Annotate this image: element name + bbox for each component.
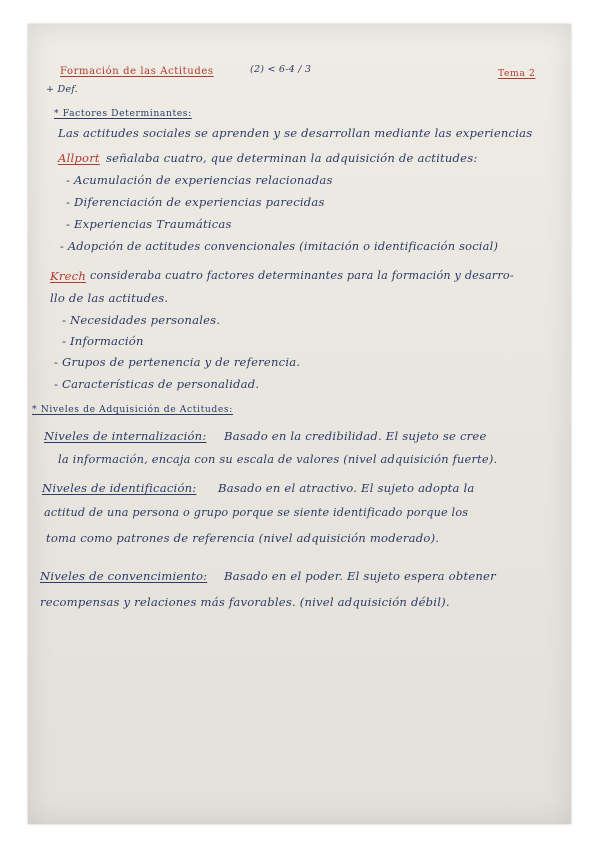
nivel-internalizacion-label: Niveles de internalización: (44, 429, 207, 443)
title-annotation: (2) < 6-4 / 3 (250, 64, 312, 75)
krech-text-2: llo de las actitudes. (50, 291, 169, 305)
nivel-identificacion-text-2: actitud de una persona o grupo porque se siente identificado porque los (44, 506, 469, 519)
list-item: - Experiencias Traumáticas (66, 217, 232, 231)
list-item: - Diferenciación de experiencias parecidas (66, 195, 325, 209)
nivel-identificacion-text: Basado en el atractivo. El sujeto adopta la (218, 481, 475, 495)
factores-intro: Las actitudes sociales se aprenden y se desarrollan mediante las experiencias (58, 126, 533, 140)
list-item: - Adopción de actitudes convencionales (imitación o identificación social) (60, 239, 499, 253)
nivel-identificacion-text-3: toma como patrones de referencia (nivel adquisición moderado). (46, 531, 440, 545)
nivel-internalizacion-text-2: la información, encaja con su escala de valores (nivel adquisición fuerte). (58, 452, 498, 466)
topic-tag: Tema 2 (498, 68, 536, 79)
list-item: - Información (62, 334, 144, 348)
allport-text: señalaba cuatro, que determinan la adquisición de actitudes: (106, 151, 478, 165)
section-heading-factores: * Factores Determinantes: (54, 108, 192, 119)
nivel-convencimiento-label: Niveles de convencimiento: (40, 569, 208, 583)
list-item: - Grupos de pertenencia y de referencia. (54, 355, 301, 369)
list-item: - Acumulación de experiencias relacionadas (66, 173, 333, 187)
nivel-internalizacion-text: Basado en la credibilidad. El sujeto se cree (224, 429, 487, 443)
nivel-identificacion-label: Niveles de identificación: (42, 481, 197, 495)
list-item: - Características de personalidad. (54, 377, 260, 391)
author-krech: Krech (50, 269, 87, 283)
list-item: - Necesidades personales. (62, 313, 221, 327)
section-heading-niveles: * Niveles de Adquisición de Actitudes: (32, 404, 233, 415)
notebook-sheet (28, 24, 571, 824)
krech-text-1: consideraba cuatro factores determinantes para la formación y desarro- (90, 269, 514, 282)
page-title: Formación de las Actitudes (60, 66, 214, 77)
nivel-convencimiento-text-2: recompensas y relaciones más favorables. (nivel adquisición débil). (40, 595, 450, 609)
nivel-convencimiento-text: Basado en el poder. El sujeto espera obtener (224, 569, 496, 583)
definition-marker: + Def. (46, 84, 78, 95)
author-allport: Allport (58, 151, 100, 165)
